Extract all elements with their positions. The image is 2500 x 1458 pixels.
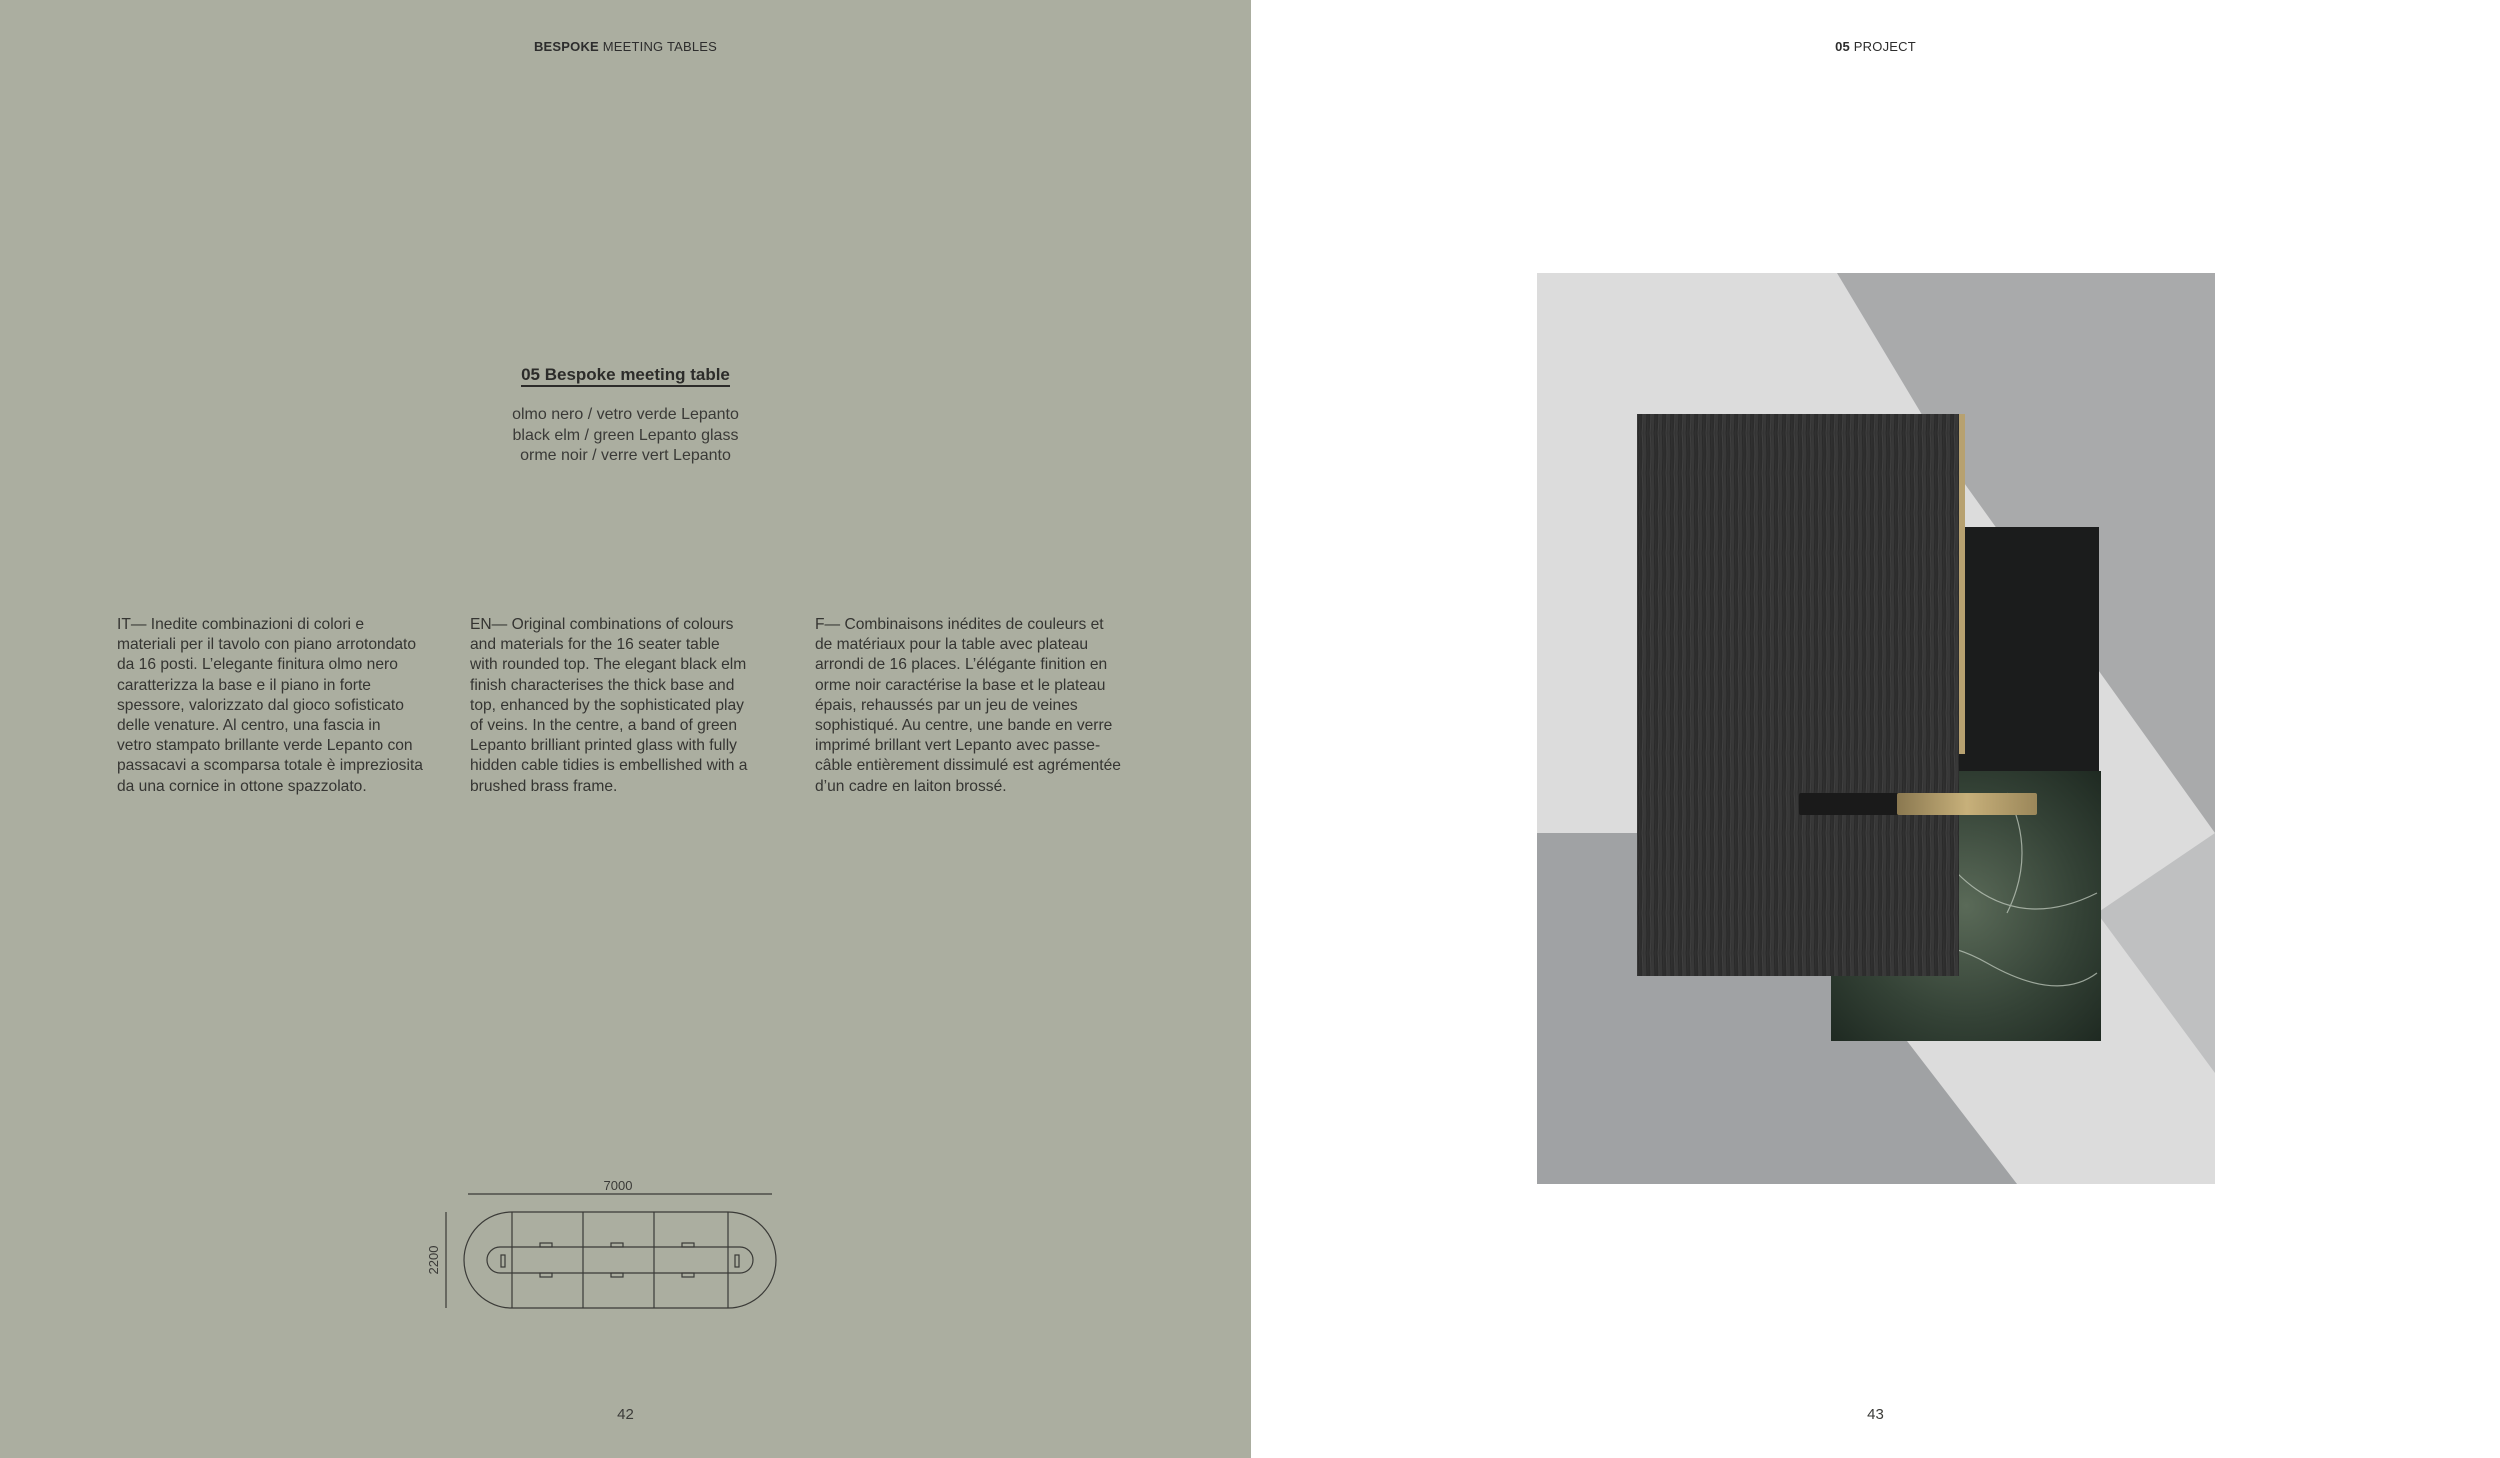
black-handle [1799, 793, 1899, 815]
text-line: câble entièrement dissimulé est agrémentée [815, 757, 1121, 775]
cable-tidy [501, 1255, 505, 1267]
running-head-section: 05 [1835, 39, 1850, 54]
running-head-right [1251, 39, 2500, 54]
central-glass-band [487, 1247, 753, 1273]
material-line-it: olmo nero / vetro verde Lepanto [512, 406, 739, 423]
text-line: delle venature. Al centro, una fascia in [117, 717, 381, 735]
text-line: of veins. In the centre, a band of green [470, 717, 738, 735]
text-line: EN— Original combinations of colours [470, 616, 734, 633]
text-line: F— Combinaisons inédites de couleurs et [815, 616, 1104, 633]
product-title-text: 05 Bespoke meeting table [521, 365, 730, 387]
page-number-right: 43 [1867, 1406, 1884, 1423]
running-head-left [0, 39, 1251, 54]
text-line: orme noir caractérise la base et le plateau [815, 676, 1106, 694]
black-elm-sample [1637, 414, 1959, 976]
text-line: vetro stampato brillante verde Lepanto con [117, 737, 413, 755]
right-page [1251, 0, 2500, 1458]
text-line: da 16 posti. L’elegante finitura olmo nero [117, 656, 398, 674]
width-label: 2200 [426, 1245, 441, 1275]
cable-tidy [682, 1243, 694, 1247]
text-line: de matériaux pour la table avec plateau [815, 636, 1089, 654]
text-line: with rounded top. The elegant black elm [470, 656, 747, 674]
running-head-subsection: PROJECT [1853, 39, 1916, 54]
text-line: and materials for the 16 seater table [470, 636, 720, 654]
text-line: brushed brass frame. [470, 777, 618, 795]
running-head-subsection: MEETING TABLES [602, 39, 718, 54]
table-top-outline [464, 1212, 776, 1308]
text-line: hidden cable tidies is embellished with a [470, 757, 748, 775]
text-line: Lepanto brilliant printed glass with fully [470, 737, 737, 755]
text-line: sophistiqué. Au centre, une bande en verre [815, 717, 1113, 735]
text-line: top, enhanced by the sophisticated play [470, 696, 744, 714]
cable-tidy [682, 1273, 694, 1277]
material-samples-photo [1537, 273, 2215, 1184]
table-plan-drawing [420, 1170, 800, 1320]
text-line: d’un cadre en laiton brossé. [815, 777, 1007, 795]
text-line: IT— Inedite combinazioni di colori e [117, 616, 365, 633]
cable-tidy [611, 1273, 623, 1277]
product-title [0, 365, 1251, 385]
text-line: materiali per il tavolo con piano arrotondato [117, 636, 417, 654]
cable-tidy [540, 1273, 552, 1277]
brass-handle [1897, 793, 2037, 815]
text-line: spessore, valorizzato dal gioco sofisticato [117, 696, 404, 714]
description-english [470, 615, 790, 797]
cable-tidy [611, 1243, 623, 1247]
text-line: finish characterises the thick base and [470, 676, 735, 694]
materials-list [0, 405, 1251, 467]
running-head-section: BESPOKE [533, 39, 599, 54]
description-italian [117, 615, 437, 797]
text-line: imprimé brillant vert Lepanto avec passe- [815, 737, 1101, 755]
cable-tidy [540, 1243, 552, 1247]
text-line: passacavi a scomparsa totale è impreziosita [117, 757, 423, 775]
text-line: caratterizza la base e il piano in forte [117, 676, 371, 694]
text-line: da una cornice in ottone spazzolato. [117, 777, 367, 795]
brass-strip [1959, 414, 1965, 754]
material-line-en: black elm / green Lepanto glass [512, 426, 739, 444]
page-number-left: 42 [617, 1406, 634, 1423]
description-french [815, 615, 1135, 797]
text-line: épais, rehaussés par un jeu de veines [815, 696, 1078, 714]
text-line: arrondi de 16 places. L’élégante finition en [815, 656, 1108, 674]
leather-sample [1955, 527, 2099, 789]
material-line-fr: orme noir / verre vert Lepanto [520, 447, 731, 464]
table-plan-svg [420, 1170, 800, 1320]
material-samples-illustration [1537, 273, 2215, 1184]
cable-tidy [735, 1255, 739, 1267]
length-label: 7000 [603, 1178, 633, 1193]
